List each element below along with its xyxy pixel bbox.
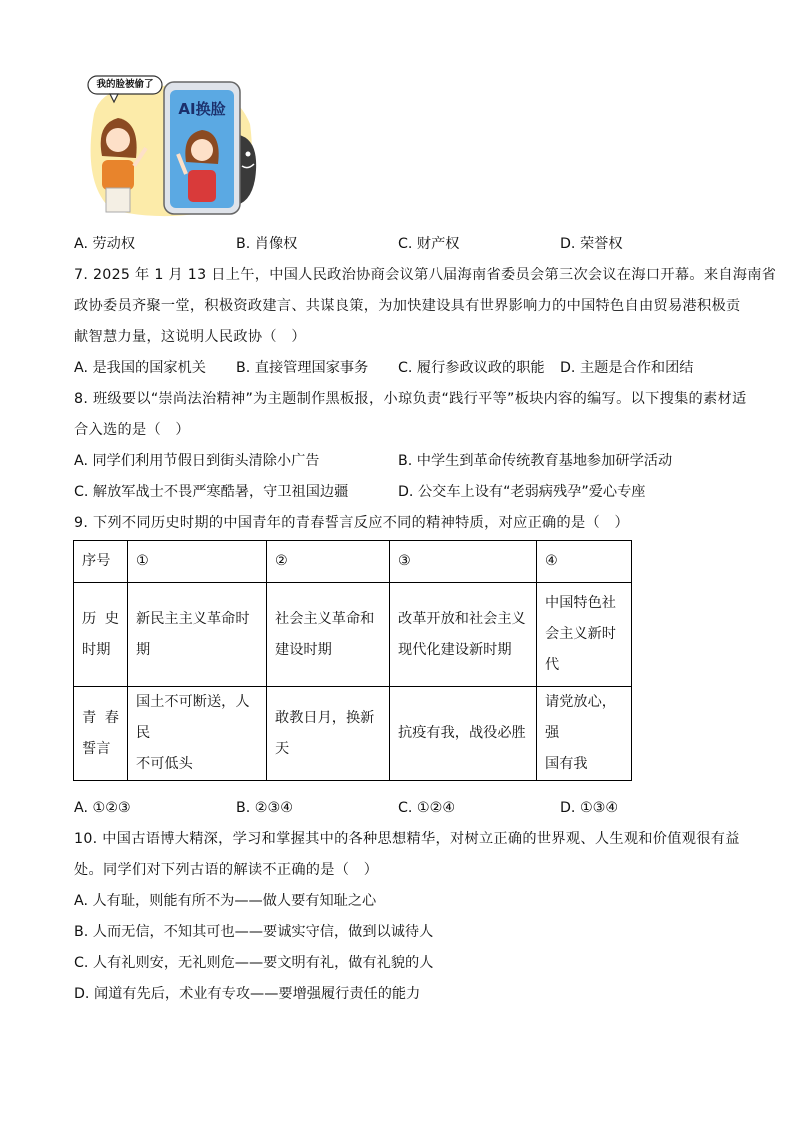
q9-table — [73, 540, 632, 781]
table-col-2: ② — [267, 541, 390, 583]
table-cell: 改革开放和社会主义 现代化建设新时期 — [390, 583, 537, 687]
q7-option-c: C. 履行参政议政的职能 — [398, 360, 545, 376]
q7-stem-line-3: 献智慧力量，这说明人民政协（ ） — [74, 329, 306, 345]
q9-option-b: B. ②③④ — [236, 800, 293, 816]
q6-option-a: A. 劳动权 — [74, 236, 136, 252]
q9-option-c: C. ①②④ — [398, 800, 456, 816]
phone-screen-title: AI换脸 — [178, 100, 226, 118]
q9-option-d: D. ①③④ — [560, 800, 619, 816]
table-row-period — [74, 583, 632, 687]
q10-stem-line-2: 处。同学们对下列古语的解读不正确的是（ ） — [74, 862, 379, 878]
q9-stem: 9. 下列不同历史时期的中国青年的青春誓言反应不同的精神特质，对应正确的是（ ） — [74, 515, 629, 531]
table-header-row — [74, 541, 632, 583]
table-cell: 抗疫有我，战役必胜 — [390, 687, 537, 781]
q6-option-c: C. 财产权 — [398, 236, 460, 252]
row-label-period: 历 史 时期 — [74, 583, 128, 687]
table-cell: 请党放心，强 国有我 — [537, 687, 632, 781]
q7-stem-line-1: 7. 2025 年 1 月 13 日上午，中国人民政治协商会议第八届海南省委员会第三次会议在海口开幕。来自海南省 — [74, 267, 777, 283]
q7-stem-line-2: 政协委员齐聚一堂，积极资政建言、共谋良策，为加快建设具有世界影响力的中国特色自由贸易港积极贡 — [74, 298, 741, 314]
q8-stem-line-1: 8. 班级要以“崇尚法治精神”为主题制作黑板报，小琼负责“践行平等”板块内容的编写。以下搜集的素材适 — [74, 391, 747, 407]
ai-face-swap-illustration — [82, 74, 258, 220]
table-cell: 社会主义革命和 建设时期 — [267, 583, 390, 687]
q10-stem-line-1: 10. 中国古语博大精深，学习和掌握其中的各种思想精华，对树立正确的世界观、人生观和价值观很有益 — [74, 831, 740, 847]
q6-option-b: B. 肖像权 — [236, 236, 298, 252]
q6-option-d: D. 荣誉权 — [560, 236, 623, 252]
table-col-3: ③ — [390, 541, 537, 583]
table-row-oath — [74, 687, 632, 781]
q7-option-d: D. 主题是合作和团结 — [560, 360, 694, 376]
table-cell: 敢教日月，换新天 — [267, 687, 390, 781]
q10-option-c: C. 人有礼则安，无礼则危——要文明有礼，做有礼貌的人 — [74, 955, 434, 971]
table-cell: 新民主主义革命时 期 — [128, 583, 267, 687]
table-cell: 中国特色社 会主义新时 代 — [537, 583, 632, 687]
row-label-oath: 青 春 誓言 — [74, 687, 128, 781]
table-col-4: ④ — [537, 541, 632, 583]
q10-option-a: A. 人有耻，则能有所不为——做人要有知耻之心 — [74, 893, 377, 909]
q8-stem-line-2: 合入选的是（ ） — [74, 422, 190, 438]
table-cell: 国土不可断送，人民 不可低头 — [128, 687, 267, 781]
q8-option-c: C. 解放军战士不畏严寒酷暑，守卫祖国边疆 — [74, 484, 349, 500]
speech-bubble-text: 我的脸被偷了 — [96, 79, 154, 90]
q8-option-a: A. 同学们利用节假日到街头清除小广告 — [74, 453, 320, 469]
table-header-label: 序号 — [74, 541, 128, 583]
q9-option-a: A. ①②③ — [74, 800, 131, 816]
q7-option-a: A. 是我国的国家机关 — [74, 360, 206, 376]
q8-option-d: D. 公交车上设有“老弱病残孕”爱心专座 — [398, 484, 646, 500]
table-col-1: ① — [128, 541, 267, 583]
q10-option-d: D. 闻道有先后，术业有专攻——要增强履行责任的能力 — [74, 986, 421, 1002]
q8-option-b: B. 中学生到革命传统教育基地参加研学活动 — [398, 453, 673, 469]
q10-option-b: B. 人而无信，不知其可也——要诚实守信，做到以诚待人 — [74, 924, 434, 940]
q7-option-b: B. 直接管理国家事务 — [236, 360, 369, 376]
